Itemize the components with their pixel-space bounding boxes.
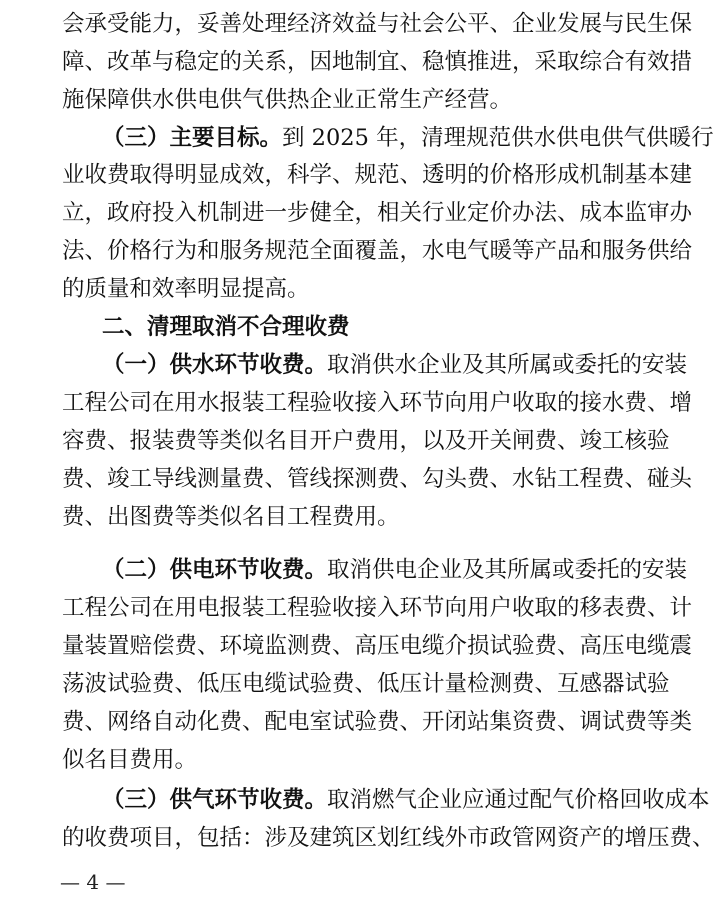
paragraph-line: 的收费项目，包括：涉及建筑区划红线外市政管网资产的增压费、	[62, 825, 715, 851]
paragraph-line: 施保障供水供电供气供热企业正常生产经营。	[62, 87, 513, 113]
paragraph-line: 费、网络自动化费、配电室试验费、开闭站集资费、调试费等类	[62, 709, 693, 735]
paragraph-line: 会承受能力，妥善处理经济效益与社会公平、企业发展与民生保	[62, 11, 693, 37]
paragraph-line: 法、价格行为和服务规范全面覆盖，水电气暖等产品和服务供给	[62, 238, 693, 264]
subsection-text: 取消供水企业及其所属或委托的安装	[327, 352, 688, 378]
paragraph-line: 似名目费用。	[62, 747, 198, 773]
paragraph-line: 工程公司在用电报装工程验收接入环节向用户收取的移表费、计	[62, 595, 693, 621]
paragraph-line: 费、竣工导线测量费、管线探测费、勾头费、水钻工程费、碰头	[62, 466, 693, 492]
paragraph-line: 费、出图费等类似名目工程费用。	[62, 504, 400, 530]
subsection-text: 到 2025 年，清理规范供水供电供气供暖行	[282, 125, 714, 151]
paragraph-line: 容费、报装费等类似名目开户费用，以及开关闸费、竣工核验	[62, 428, 670, 454]
subsection-title: （一）供水环节收费。	[102, 352, 328, 378]
paragraph-line: 量装置赔偿费、环境监测费、高压电缆介损试验费、高压电缆震	[62, 633, 693, 659]
section-power-fees	[102, 556, 688, 584]
paragraph-line: 的质量和效率明显提高。	[62, 276, 310, 302]
subsection-title: （三）主要目标。	[102, 125, 283, 151]
subsection-title: （二）供电环节收费。	[102, 557, 328, 583]
paragraph-line: 荡波试验费、低压电缆试验费、低压计量检测费、互感器试验	[62, 671, 670, 697]
paragraph-line: 工程公司在用水报装工程验收接入环节向用户收取的接水费、增	[62, 390, 693, 416]
subsection-title: （三）供气环节收费。	[102, 787, 328, 813]
section-gas-fees	[102, 786, 710, 814]
section-heading: 二、清理取消不合理收费	[102, 314, 350, 340]
paragraph-line: 业收费取得明显成效，科学、规范、透明的价格形成机制基本建	[62, 162, 693, 188]
section-main-goals	[102, 124, 714, 152]
section-water-fees	[102, 351, 688, 379]
page-number: — 4 —	[60, 870, 126, 894]
paragraph-line: 立，政府投入机制进一步健全，相关行业定价办法、成本监审办	[62, 200, 693, 226]
subsection-text: 取消供电企业及其所属或委托的安装	[327, 557, 688, 583]
paragraph-line: 障、改革与稳定的关系，因地制宜、稳慎推进，采取综合有效措	[62, 49, 693, 75]
subsection-text: 取消燃气企业应通过配气价格回收成本	[327, 787, 710, 813]
